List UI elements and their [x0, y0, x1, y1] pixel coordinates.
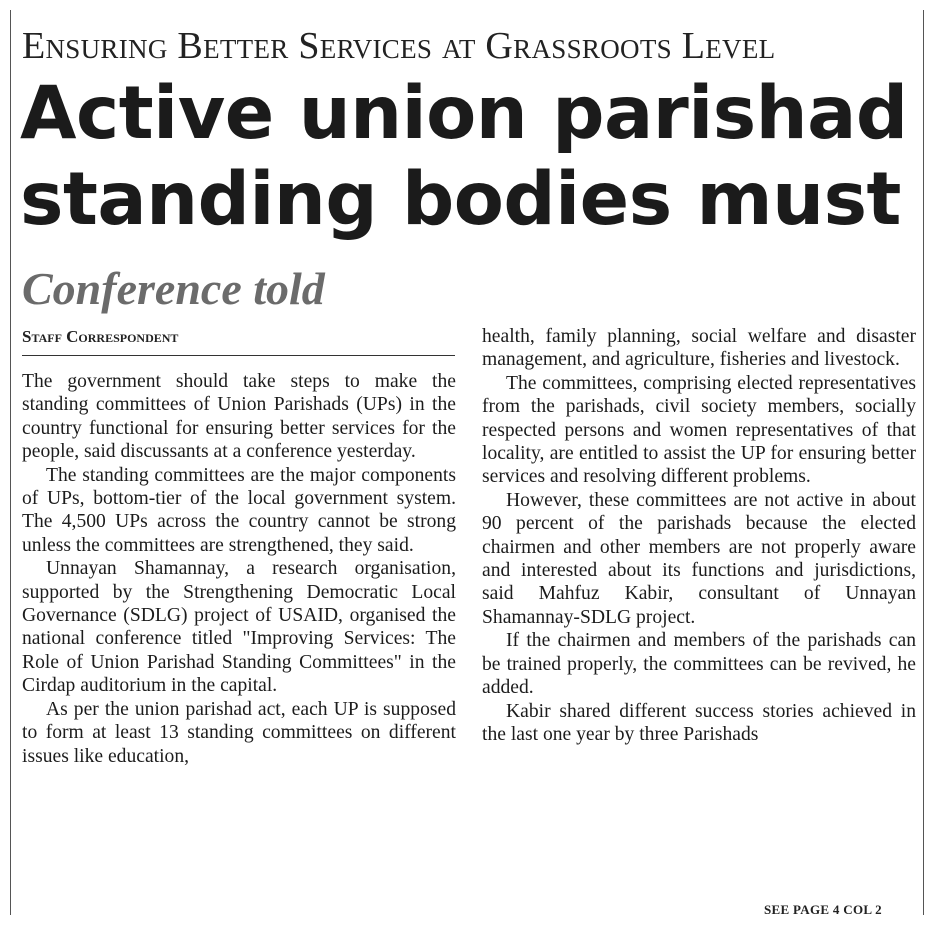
kicker: Ensuring Better Services at Grassroots Level [22, 25, 776, 67]
paragraph: The committees, comprising elected representatives from the parishads, civil society members, socially respected persons and women representatives of that locality, are entitled to assist the UP for ensuring better services and resolving different problems. [482, 372, 916, 488]
headline-line-2: standing bodies must [20, 157, 901, 242]
paragraph: Kabir shared different success stories achieved in the last one year by three Parishads [482, 700, 916, 745]
jump-line: SEE PAGE 4 COL 2 [764, 902, 882, 917]
body-column-left [22, 370, 456, 768]
left-column-rule [10, 10, 11, 915]
paragraph: The government should take steps to make the standing committees of Union Parishads (UPs) in the country functional for ensuring better services for the people, said discussants at a conference yesterday. [22, 371, 456, 463]
paragraph: However, these committees are not active in about 90 percent of the parishads because the elected chairmen and other members are not properly aware and interested about its functions and jurisdictions, said Mahfuz Kabir, consultant of Unnayan Shamannay-SDLG project. [482, 489, 916, 628]
byline-rule [22, 355, 455, 356]
byline: Staff Correspondent [22, 327, 179, 346]
paragraph: Unnayan Shamannay, a research organisation, supported by the Strengthening Democratic Local Governance (SDLG) project of USAID, organised the national conference titled "Improving Services: The Role of Union Parishad Standing Committees" in the Cirdap auditorium in the capital. [22, 558, 456, 697]
right-column-rule [923, 10, 924, 915]
headline-line-1: Active union parishad [20, 71, 908, 156]
paragraph: If the chairmen and members of the parishads can be trained properly, the committees can be revived, he added. [482, 630, 916, 699]
body-column-right [482, 325, 916, 746]
subhead: Conference told [22, 263, 325, 314]
paragraph: As per the union parishad act, each UP is supposed to form at least 13 standing committees on different issues like education, [22, 698, 456, 767]
headline [20, 71, 920, 243]
paragraph: health, family planning, social welfare and disaster management, and agriculture, fisheries and livestock. [482, 326, 916, 371]
paragraph: The standing committees are the major components of UPs, bottom-tier of the local government system. The 4,500 UPs across the country cannot be strong unless the committees are strengthened, they said. [22, 464, 456, 556]
